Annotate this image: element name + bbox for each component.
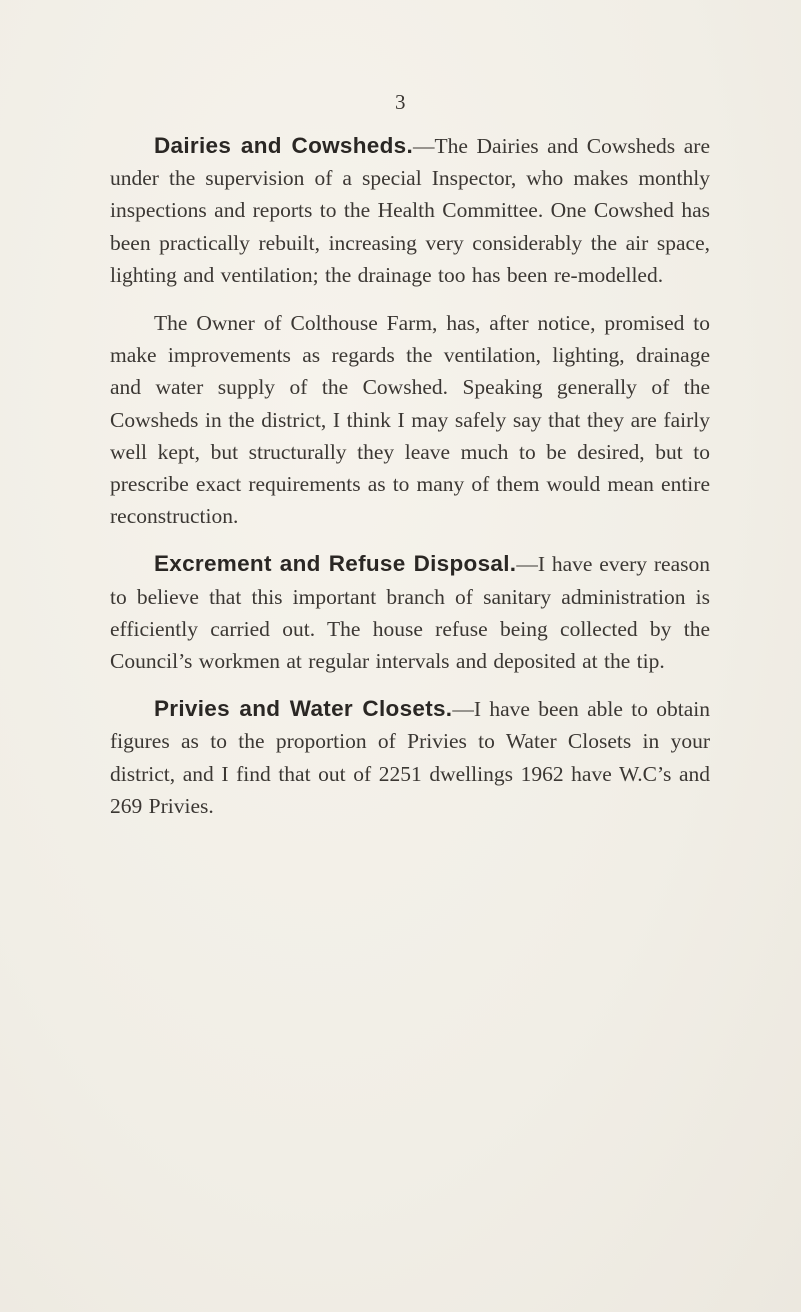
paragraph-text: The Owner of Colthouse Farm, has, after notice, promised to make improvements as regards the ventilation, lighting, drainage and water supply of the Cowshed. Speaking generally of the Cowsheds in the district, I think I may safely say that they are fairly well kept, but structurally they leave much to be desired, but to prescribe exact requirements as to many of them would mean entire reconstruction.: [110, 311, 710, 529]
paragraph-text: —I have been able to obtain figures as to the proportion of Privies to Water Closets in your district, and I find that out of 2251 dwellings 1962 have W.C’s and 269 Privies.: [110, 697, 710, 818]
paragraph-dairies-cowsheds: [110, 130, 710, 291]
page-number: 3: [395, 90, 406, 114]
section-heading-excrement-refuse: Excrement and Refuse Disposal.: [154, 551, 517, 577]
section-heading-privies-closets: Privies and Water Closets.: [154, 696, 453, 722]
paragraph-excrement-refuse: [110, 548, 710, 677]
section-heading-dairies-cowsheds: Dairies and Cowsheds.: [154, 133, 414, 158]
document-body: [110, 130, 710, 822]
paragraph-text: —The Dairies and Cowsheds are under the supervision of a special Inspector, who makes monthly inspections and reports to the Health Committee. One Cowshed has been practically rebuilt, increasing very considerably the air space, lighting and ventilation; the drainage too has been re-modelled.: [110, 134, 710, 287]
paragraph-privies-closets: [110, 693, 710, 822]
paragraph-text: —I have every reason to believe that this important branch of sanitary administration is efficiently carried out. The house refuse being collected by the Council’s workmen at regular intervals and deposited at the tip.: [110, 552, 711, 674]
paragraph-colthouse-farm: [110, 307, 710, 532]
